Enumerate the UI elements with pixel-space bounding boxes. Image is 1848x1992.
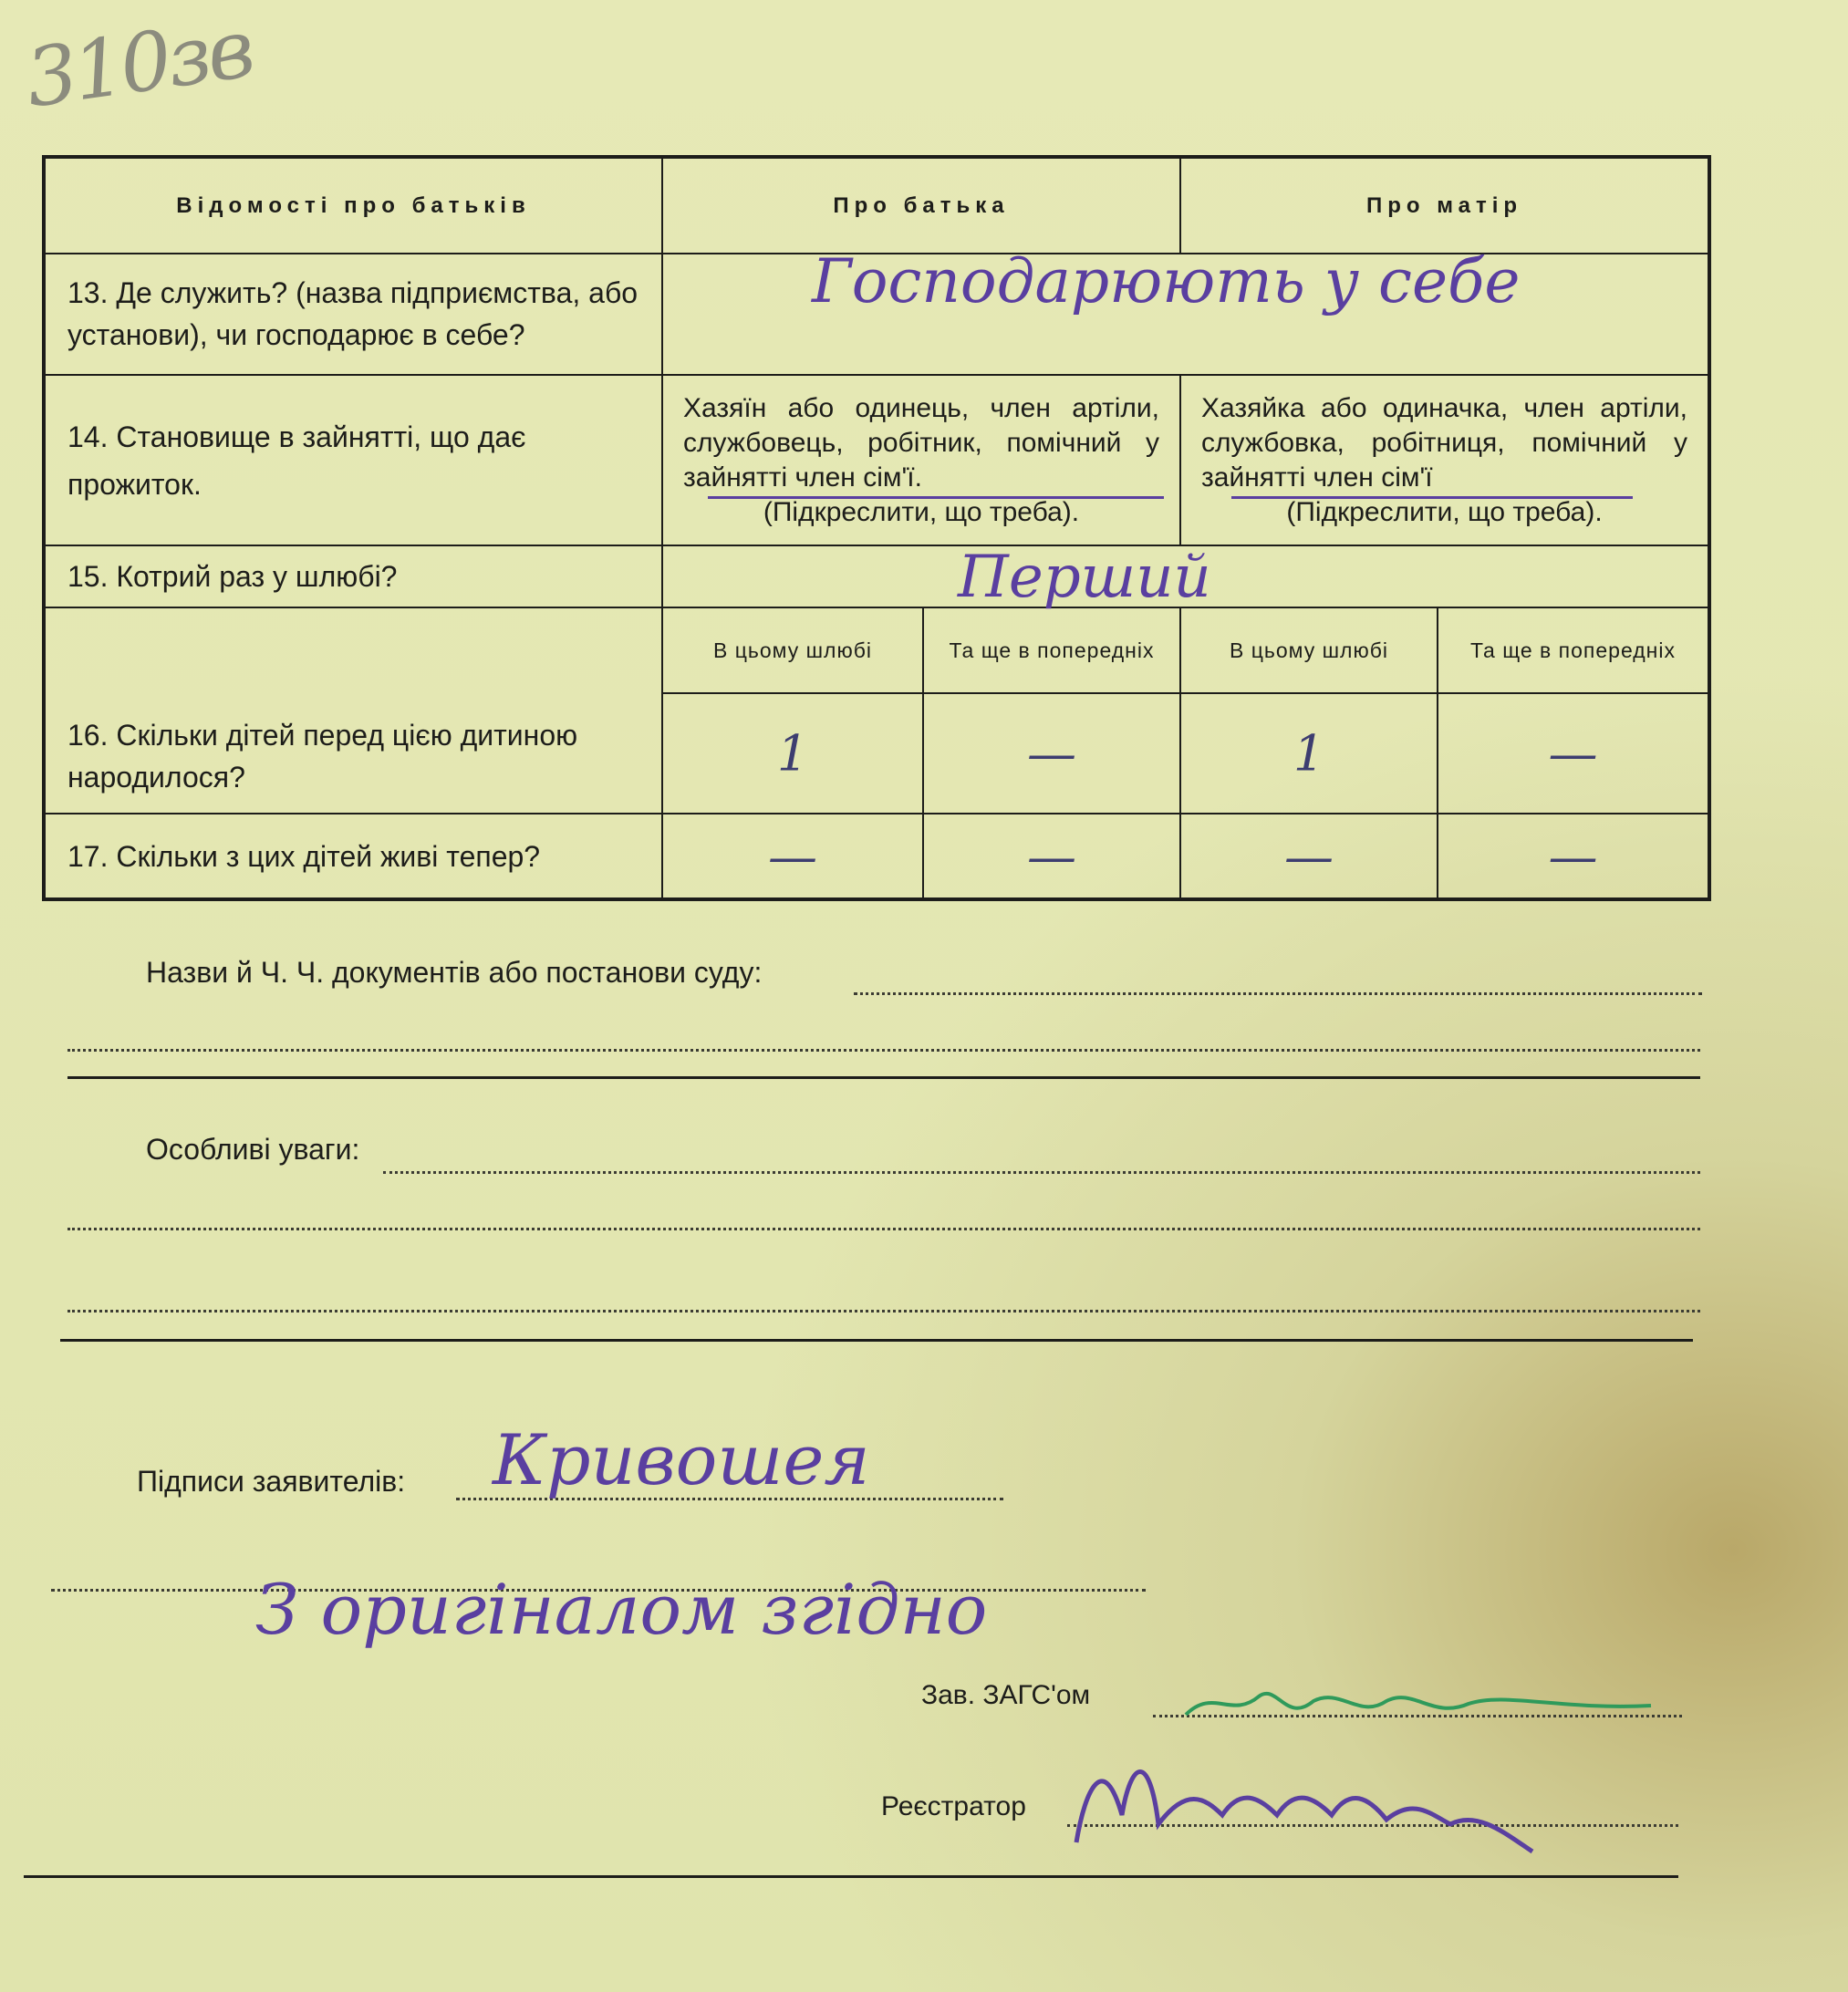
q17-value: — [1027,827,1076,886]
bottom-rule [24,1875,1678,1878]
q16-value: 1 [776,724,809,783]
documents-dotted-line-2 [67,1049,1700,1052]
documents-label: Назви й Ч. Ч. документів або постанови суду: [146,956,763,989]
q17-mother-prev [1438,814,1709,899]
q17-father-prev [923,814,1180,899]
certification-note: З оригіналом згідно [255,1569,988,1650]
subheader-mother-this-marriage: В цьому шлюбі [1180,607,1438,693]
documents-rule [67,1076,1700,1079]
q17-label: 17. Скільки з цих дітей живі тепер? [44,814,662,899]
subheader-mother-previous: Та ще в попередніх [1438,607,1709,693]
zags-head-signature [1177,1669,1669,1733]
q14-father-cell [662,375,1180,546]
q16-mother-this [1180,693,1438,814]
q14-father-underline [708,496,1164,499]
q14-mother-options: Хазяйка або одиначка, член артіли, службовка, робітниця, помічний у зайнятті член сім'ї [1201,392,1688,493]
q14-father-options: Хазяїн або одинець, член артіли, службовець, робітник, помічний у зайнятті член сім'ї. [683,392,1159,493]
q13-handwritten-answer: Господарюють у себе [812,246,1521,316]
remarks-dotted-line-3 [67,1310,1700,1312]
registrar-signature [1058,1733,1569,1870]
applicant-signature: Кривошея [493,1419,870,1500]
q16-label: 16. Скільки дітей перед цією дитиною народилося? [44,607,662,814]
header-parents-info: Відомості про батьків [44,157,662,254]
header-mother: Про матір [1180,157,1709,254]
registrar-label: Реєстратор [881,1791,1026,1821]
q15-label: 15. Котрий раз у шлюбі? [44,545,662,607]
row-q17 [44,814,1709,899]
row-q14 [44,375,1709,546]
row-q15 [44,545,1709,607]
q16-mother-prev [1438,693,1709,814]
table-header-row [44,157,1709,254]
q17-value: — [1284,827,1334,886]
q17-value: — [1548,827,1598,886]
q16-value: — [1027,724,1076,783]
subheader-father-previous: Та ще в попередніх [923,607,1180,693]
q16-father-prev [923,693,1180,814]
q14-label: 14. Становище в зайнятті, що дає прожиток. [44,375,662,546]
remarks-dotted-line [383,1171,1700,1174]
remarks-dotted-line-2 [67,1228,1700,1230]
zags-head-label: Зав. ЗАГС'ом [921,1680,1091,1710]
row-children-subheaders [44,607,1709,693]
q16-father-this [662,693,923,814]
documents-dotted-line [854,992,1702,995]
subheader-father-this-marriage: В цьому шлюбі [662,607,923,693]
remarks-rule [60,1339,1693,1342]
q16-value: — [1548,724,1598,783]
q14-mother-underline [1231,496,1633,499]
header-father: Про батька [662,157,1180,254]
q15-handwritten-answer: Перший [958,544,1211,611]
archive-number: 310зв [20,1,257,126]
q16-value: 1 [1293,724,1325,783]
q17-mother-this [1180,814,1438,899]
q13-label: 13. Де служить? (назва підприємства, або установи), чи господарює в себе? [44,254,662,375]
q14-mother-cell [1180,375,1709,546]
remarks-label: Особливі уваги: [146,1133,360,1166]
q17-father-this [662,814,923,899]
q17-value: — [768,827,817,886]
q14-father-note: (Підкреслити, що треба). [763,496,1080,527]
q14-mother-note: (Підкреслити, що треба). [1286,496,1603,527]
applicants-signature-label: Підписи заявителів: [137,1465,406,1498]
